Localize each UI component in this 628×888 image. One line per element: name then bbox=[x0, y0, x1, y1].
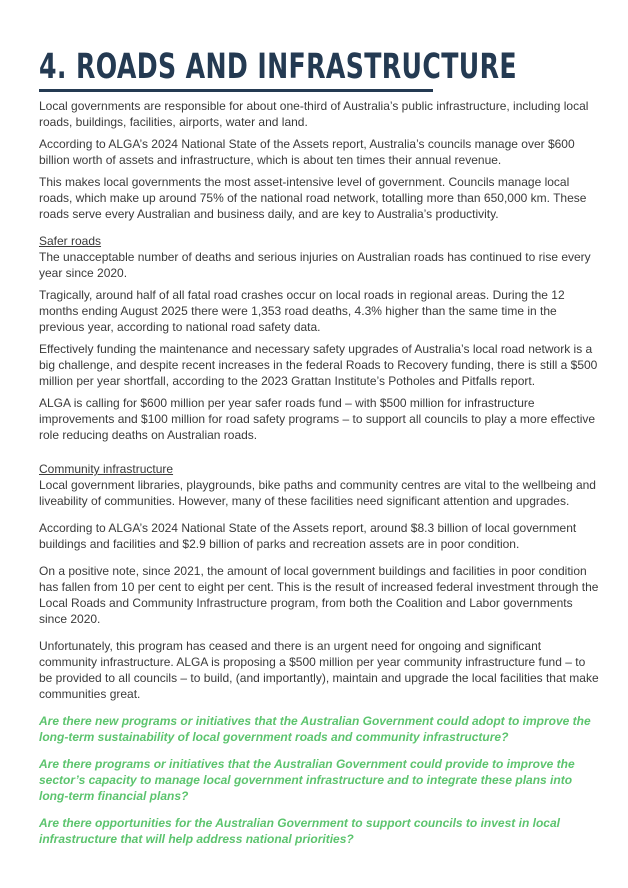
title-underline bbox=[39, 89, 433, 92]
community-paragraph: Unfortunately, this program has ceased and there is an urgent need for ongoing and significant community infrastructure. ALGA is proposing a $500 million per year community infrastructure fund – to be provided to all councils – to build, (and importantly), maintain and upgrade the local facilities that make communities great. bbox=[39, 639, 599, 701]
safer-roads-paragraph: The unacceptable number of deaths and serious injuries on Australian roads has continued to rise every year since 2020. bbox=[39, 250, 591, 280]
intro-paragraph: Local governments are responsible for about one-third of Australia’s public infrastructure, including local roads, buildings, facilities, airports, water and land. bbox=[39, 99, 589, 129]
community-paragraph: According to ALGA’s 2024 National State of the Assets report, around $8.3 billion of local government buildings and facilities and $2.9 billion of parks and recreation assets are in poor condition. bbox=[39, 521, 577, 551]
intro-paragraph: According to ALGA’s 2024 National State of the Assets report, Australia’s councils manage over $600 billion worth of assets and infrastructure, which is about ten times their annual revenue. bbox=[39, 137, 575, 167]
safer-roads-heading: Safer roads bbox=[39, 234, 102, 248]
document-body bbox=[39, 98, 599, 847]
safer-roads-paragraph: Effectively funding the maintenance and necessary safety upgrades of Australia’s local road network is a big challenge, and despite recent increases in the federal Roads to Recovery funding, there is still a $500 million per year shortfall, according to the 2023 Grattan Institute’s Potholes and Pitfalls report. bbox=[39, 342, 598, 388]
community-paragraph: On a positive note, since 2021, the amount of local government buildings and facilities in poor condition has fallen from 10 per cent to eight per cent. This is the result of increased federal investment through the Local Roads and Community Infrastructure program, from both the Coalition and Labor governments since 2020. bbox=[39, 564, 599, 626]
consultation-question: Are there opportunities for the Australian Government to support councils to invest in local infrastructure that will help address national priorities? bbox=[39, 816, 560, 846]
intro-paragraph: This makes local governments the most asset-intensive level of government. Councils manage local roads, which make up around 75% of the national road network, totalling more than 650,000 km. These roads serve every Australian and business daily, and are key to Australia’s productivity. bbox=[39, 175, 587, 221]
consultation-question: Are there new programs or initiatives that the Australian Government could adopt to improve the long-term sustainability of local government roads and community infrastructure? bbox=[39, 714, 591, 744]
community-infrastructure-heading: Community infrastructure bbox=[39, 462, 174, 476]
safer-roads-paragraph: ALGA is calling for $600 million per year safer roads fund – with $500 million for infrastructure improvements and $100 million for road safety programs – to support all councils to play a more effective role reducing deaths on Australian roads. bbox=[39, 396, 596, 442]
community-paragraph: Local government libraries, playgrounds, bike paths and community centres are vital to the wellbeing and liveability of communities. However, many of these facilities need significant attention and upgrades. bbox=[39, 478, 596, 508]
safer-roads-paragraph: Tragically, around half of all fatal road crashes occur on local roads in regional areas. During the 12 months ending August 2025 there were 1,353 road deaths, 4.3% higher than the same time in the previous year, according to national road safety data. bbox=[39, 288, 565, 334]
consultation-question: Are there programs or initiatives that the Australian Government could provide to improve the sector’s capacity to manage local government infrastructure and to integrate these plans into long-term financial plans? bbox=[39, 757, 575, 803]
page-title: 4. ROADS AND INFRASTRUCTURE bbox=[39, 47, 517, 87]
